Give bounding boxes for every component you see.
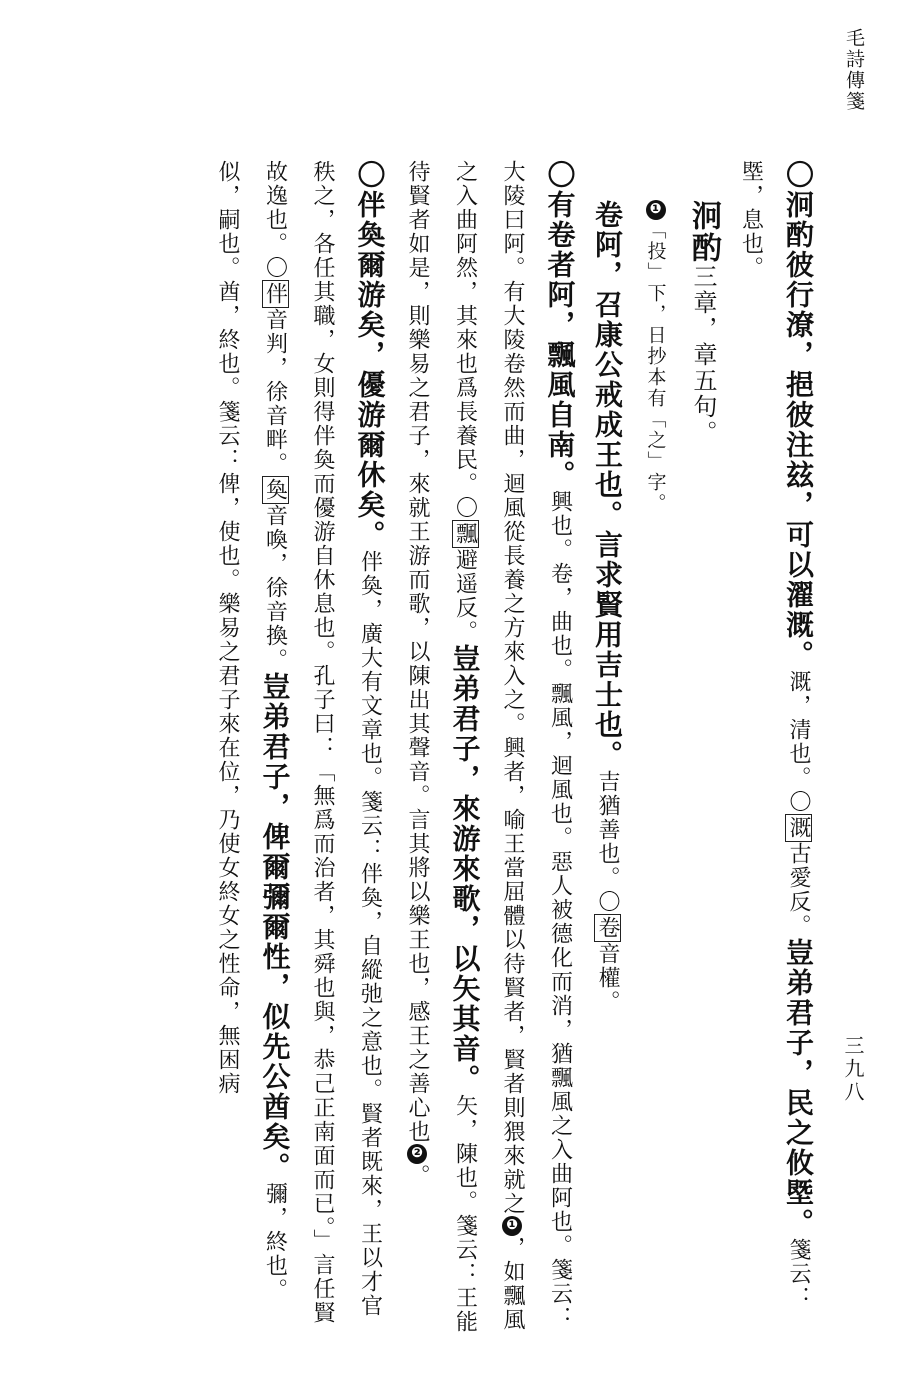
phonetic-head: 飄 bbox=[452, 522, 478, 546]
jing-text: 豈弟君子，來游來歌，以矢其音。 bbox=[448, 644, 482, 1094]
circle-marker: 〇 bbox=[782, 160, 815, 190]
phonetic-head: 奐 bbox=[262, 478, 288, 502]
phonetic-text: 古愛反。 bbox=[786, 842, 811, 938]
commentary-text: 矢，陳也。箋云：王能待賢者如是，則樂易之君子，來就王游而歌，以陳出其聲音。言其將以樂王也，感王之善心也 bbox=[405, 160, 478, 1334]
commentary-text: 彌，終也。似，嗣也。酋，終也。箋云：俾，使也。樂易之君子來在位，乃使女終女之性命，無困病 bbox=[215, 160, 288, 1302]
phonetic-head: 卷 bbox=[595, 916, 620, 940]
phonetic-text: 音權。 bbox=[595, 942, 620, 1014]
phonetic-text: 音喚，徐音換。 bbox=[262, 504, 288, 672]
paragraph-juanya-preface bbox=[584, 160, 632, 1340]
phonetic-text: 避遥反。 bbox=[452, 548, 478, 644]
main-text bbox=[62, 160, 822, 1340]
phonetic-head: 伴 bbox=[262, 282, 288, 306]
commentary-text: 伴奐，廣大有文章也。箋云：伴奐，自縱弛之意也。賢者既來，王以才官秩之，各任其職，女則得伴奐而優游自休息也。孔子曰：「無爲而治者，其舜也與，恭己正南面而已。」言任賢故逸也。〇 bbox=[262, 160, 383, 1325]
jing-text: 豈弟君子，俾爾彌爾性，似先公酋矣。 bbox=[258, 672, 292, 1182]
jing-text: 泂酌彼行潦，挹彼注玆，可以濯溉。 bbox=[782, 190, 815, 670]
footnote-1 bbox=[631, 160, 679, 1340]
footnote-text: 「投」下，日抄本有「之」字。 bbox=[644, 220, 667, 514]
circle-marker: 〇 bbox=[353, 160, 387, 190]
circle-marker: 〇 bbox=[543, 160, 577, 190]
commentary-text: 。 bbox=[405, 1164, 430, 1188]
commentary-text: ，如飄風之入曲阿然，其來也爲長養民。〇 bbox=[452, 160, 525, 1332]
poem-title: 泂酌 bbox=[686, 200, 721, 264]
jian-text: 箋云：塈，息也。 bbox=[738, 160, 811, 1310]
jing-text: 豈弟君子，民之攸塈。 bbox=[782, 938, 815, 1238]
paragraph-juanya-stanza1 bbox=[394, 160, 584, 1340]
book-title-header: 毛詩傳箋 bbox=[843, 28, 865, 112]
preface-text: 言求賢用吉士也。 bbox=[591, 530, 624, 770]
paragraph-juanya-stanza2 bbox=[204, 160, 394, 1340]
paragraph-jiongzhuo-stanza3 bbox=[727, 160, 822, 1340]
chapter-count: 三章，章五句。 bbox=[689, 264, 717, 446]
footnote-marker: ❷ bbox=[409, 1145, 425, 1163]
footnote-marker: ❶ bbox=[504, 1217, 520, 1235]
phonetic-head: 溉 bbox=[786, 816, 811, 840]
footnote-marker: ❶ bbox=[647, 201, 664, 219]
preface-title: 卷阿，召康公戒成王也。 bbox=[591, 200, 624, 530]
page-number: 三九八 bbox=[841, 1035, 865, 1104]
jing-text: 伴奐爾游矣，優游爾休矣。 bbox=[353, 190, 387, 550]
zhuan-text: 吉猶善也。〇 bbox=[595, 770, 620, 914]
chapter-summary bbox=[679, 160, 728, 1340]
zhuan-text: 溉，清也。〇 bbox=[786, 670, 811, 814]
commentary-text: 興也。卷，曲也。飄風，迴風也。惡人被德化而消，猶飄風之入曲阿也。箋云：大陵曰阿。有大陵卷然而曲，迴風從長養之方來入之。興者，喻王當屈體以待賢者，賢者則猥來就之 bbox=[500, 160, 573, 1330]
phonetic-text: 音判，徐音畔。 bbox=[262, 308, 288, 476]
jing-text: 有卷者阿，飄風自南。 bbox=[543, 190, 577, 490]
